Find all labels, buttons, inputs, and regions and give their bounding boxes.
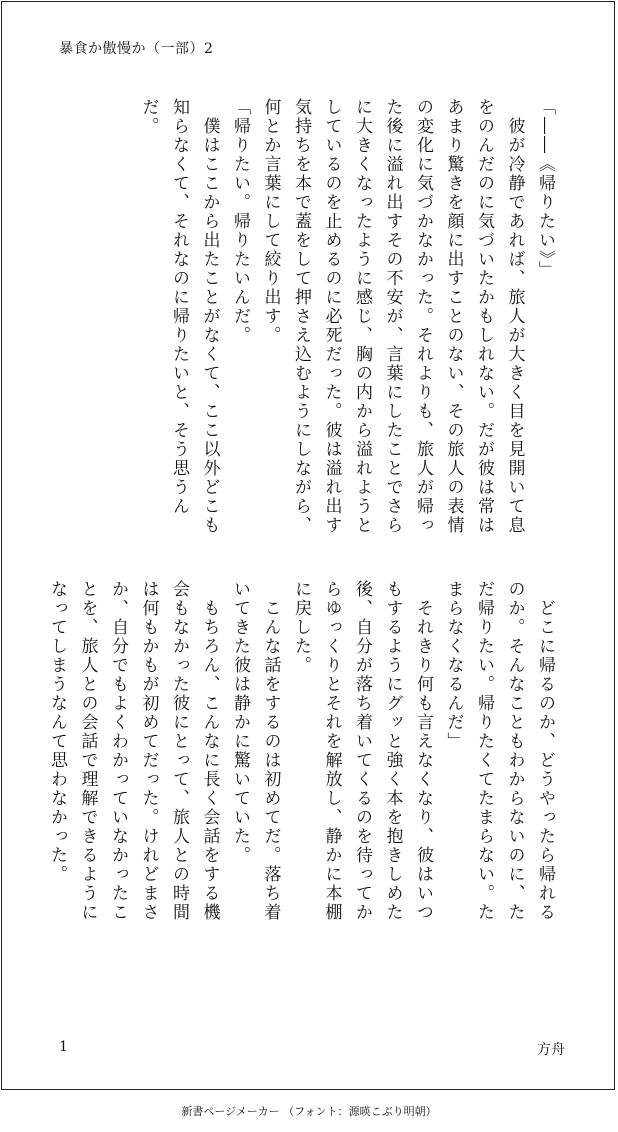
footer-credit: 新書ページメーカー （フォント：源暎こぶり明朝） bbox=[181, 1105, 437, 1118]
upper-text-block bbox=[55, 98, 560, 538]
page-frame bbox=[1, 1, 615, 1090]
paragraph: 彼が冷静であれば、旅人が大きく目を見開いて息をのんだのに気づいたかもしれない。だが彼は常はあまり驚きを顔に出すことのない、その旅人の表情の変化に気づかなかった。それよりも、旅人が帰った後に溢れ出すその不安が、言葉にしたことでさらに大きくなったように感じ、胸の内から溢れようとしているのを止めるのに必死だった。彼は溢れ出す気持ちを本で蓋をして押さえ込むようにしながら、何とか言葉にして絞り出す。 bbox=[260, 98, 525, 535]
paragraph: こんな話をするのは初めてだ。落ち着いてきた彼は静かに驚いていた。 bbox=[230, 580, 281, 922]
paragraph: どこに帰るのか、どうやったら帰れるのか。そんなこともわからないのに、ただ帰りたい。帰りたくてたまらない。たまらなくなるんだ」 bbox=[443, 580, 555, 922]
paragraph: 「帰りたい。帰りたいんだ。 bbox=[230, 98, 250, 345]
lower-text-block bbox=[47, 580, 560, 940]
paragraph: それきり何も言えなくなり、彼はいつもするようにグッと強く本を抱きしめた後、自分が落ち着いてくるのを待ってからゆっくりとそれを解放し、静かに本棚に戻した。 bbox=[291, 580, 433, 922]
author-name: 方舟 bbox=[537, 1042, 565, 1058]
paragraph-dialogue-title: 「――《帰りたい》」 bbox=[535, 98, 555, 280]
paragraph: 僕はここから出たことがなくて、ここ以外どこも知らなくて、それなのに帰りたいと、そう思うんだ。 bbox=[138, 98, 220, 535]
page-number: 1 bbox=[59, 1039, 68, 1055]
page-title: 暴食か傲慢か（一部）2 bbox=[59, 41, 214, 57]
paragraph: もちろん、こんなに長く会話をする機会もなかった彼にとって、旅人との時間は何もかもが初めてだった。けれどまさか、自分でもよくわかっていなかったことを、旅人との会話で理解できるようになってしまうなんて思わなかった。 bbox=[47, 580, 220, 922]
